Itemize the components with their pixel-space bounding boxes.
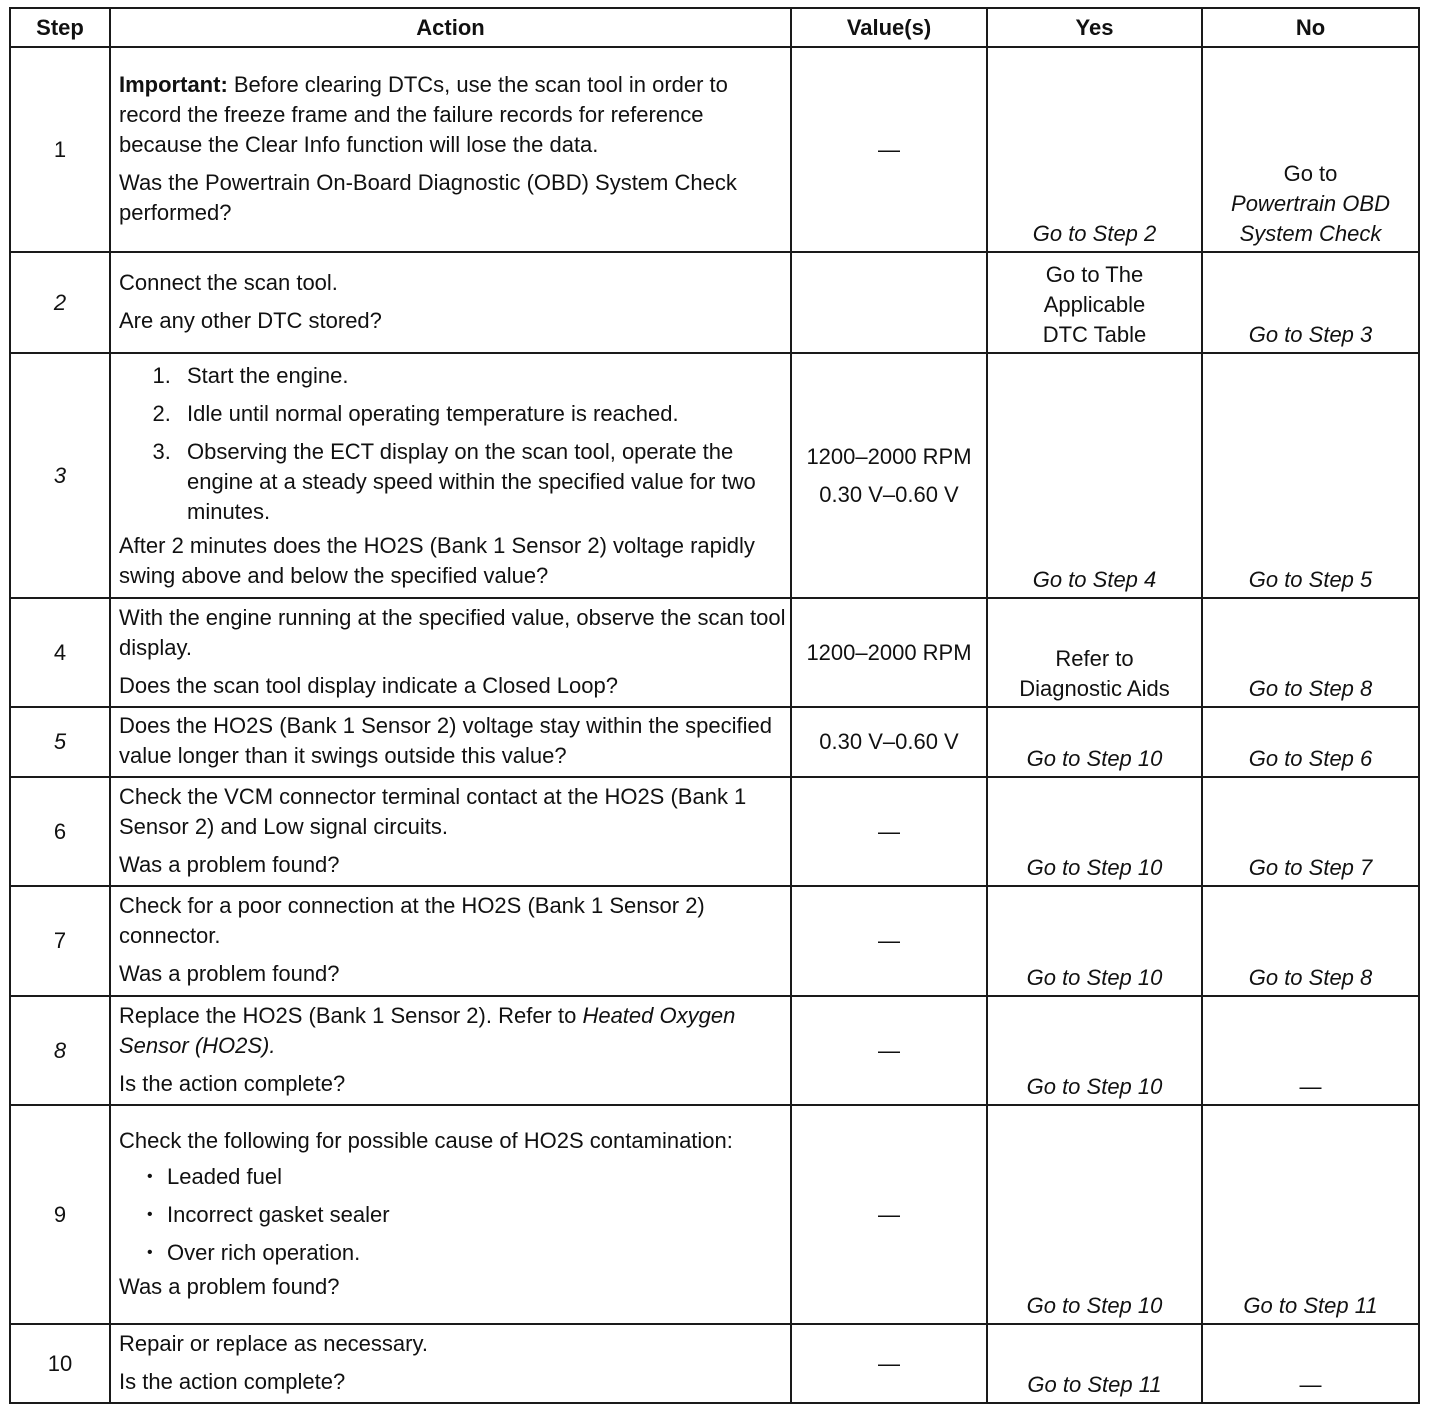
step-number: 1 (10, 47, 110, 252)
header-step: Step (10, 8, 110, 47)
no-cell: — (1202, 1324, 1419, 1403)
action-prefix: Replace the HO2S (Bank 1 Sensor 2). Refer to (119, 1002, 583, 1028)
question-text: Does the HO2S (Bank 1 Sensor 2) voltage stay within the specified value longer than it swings outside this value? (119, 713, 773, 768)
no-link[interactable]: Go to Step 5 (1248, 567, 1373, 592)
action-cell (110, 1324, 791, 1403)
value-cell: — (791, 996, 987, 1105)
step-number: 5 (10, 707, 110, 777)
list-item: 1. Start the engine. (177, 361, 786, 391)
question-text: Was a problem found? (119, 851, 340, 877)
question-text: Was a problem found? (119, 1273, 340, 1299)
action-cell (110, 598, 791, 707)
action-reference[interactable]: Heated Oxygen Sensor (HO2S). (119, 1002, 736, 1058)
yes-cell (987, 707, 1202, 777)
action-text: Check the following for possible cause of HO2S contamination: (119, 1127, 733, 1153)
no-cell: — (1202, 996, 1419, 1105)
list-item: • Incorrect gasket sealer (167, 1200, 786, 1230)
action-text (119, 1001, 786, 1061)
header-row (10, 8, 1419, 47)
yes-cell (987, 353, 1202, 598)
list-item: • Over rich operation. (167, 1238, 786, 1268)
yes-link[interactable]: Go to Step 10 (1026, 855, 1163, 880)
value-cell: — (791, 1105, 987, 1324)
yes-link[interactable]: Go to Step 10 (1026, 746, 1163, 771)
no-link[interactable]: Go to Step 11 (1243, 1293, 1378, 1318)
yes-link[interactable]: Go to Step 10 (1026, 965, 1163, 990)
important-label: Important: (119, 71, 228, 97)
action-text: Connect the scan tool. (119, 269, 338, 295)
table-row (10, 1105, 1419, 1324)
step-number: 10 (10, 1324, 110, 1403)
header-action: Action (110, 8, 791, 47)
value-cell: — (791, 886, 987, 996)
important-text: Before clearing DTCs, use the scan tool in order to record the freeze frame and the failure records for reference because the Clear Info function will lose the data. (119, 71, 728, 157)
no-cell (1202, 353, 1419, 598)
no-cell (1202, 707, 1419, 777)
no-cell (1202, 1105, 1419, 1324)
action-text: Check for a poor connection at the HO2S (Bank 1 Sensor 2) connector. (119, 893, 705, 948)
no-cell (1202, 886, 1419, 996)
yes-cell (987, 47, 1202, 252)
yes-link[interactable]: Refer to Diagnostic Aids (1019, 646, 1170, 701)
yes-link[interactable]: Go to The Applicable DTC Table (1042, 262, 1147, 347)
no-link[interactable]: Go to Step 8 (1248, 676, 1373, 701)
no-prefix: Go to (1283, 161, 1338, 186)
question-text: Was a problem found? (119, 961, 340, 986)
action-text: Check the VCM connector terminal contact at the HO2S (Bank 1 Sensor 2) and Low signal circuits. (119, 783, 747, 839)
question-text: Are any other DTC stored? (119, 307, 382, 333)
value-cell: 0.30 V–0.60 V (791, 707, 987, 777)
no-cell (1202, 47, 1419, 252)
question-text: After 2 minutes does the HO2S (Bank 1 Sensor 2) voltage rapidly swing above and below the specified value? (119, 532, 755, 588)
header-yes: Yes (987, 8, 1202, 47)
yes-link[interactable]: Go to Step 10 (1026, 1074, 1163, 1099)
list-item: 2. Idle until normal operating temperature is reached. (177, 399, 786, 429)
no-cell (1202, 598, 1419, 707)
important-note (119, 70, 786, 160)
list-item: 3. Observing the ECT display on the scan tool, operate the engine at a steady speed within the specified value for two minutes. (177, 437, 786, 527)
table-row (10, 1324, 1419, 1403)
value-voltage: 0.30 V–0.60 V (819, 481, 959, 507)
no-link[interactable]: Go to Step 7 (1248, 855, 1373, 880)
yes-cell (987, 252, 1202, 353)
no-link[interactable]: Go to Step 6 (1248, 746, 1373, 771)
no-link[interactable]: Go to Step 8 (1248, 965, 1373, 990)
action-cell (110, 777, 791, 886)
table-row (10, 707, 1419, 777)
step-number: 4 (10, 598, 110, 707)
table-row (10, 252, 1419, 353)
diagnostic-table (9, 7, 1420, 1404)
value-cell: — (791, 1324, 987, 1403)
numbered-list (149, 361, 786, 527)
yes-cell (987, 598, 1202, 707)
value-cell: — (791, 47, 987, 252)
question-text: Is the action complete? (119, 1070, 346, 1096)
step-number: 6 (10, 777, 110, 886)
header-values: Value(s) (791, 8, 987, 47)
question-text: Does the scan tool display indicate a Closed Loop? (119, 672, 618, 698)
table-row (10, 47, 1419, 252)
yes-cell (987, 1105, 1202, 1324)
action-cell (110, 996, 791, 1105)
step-number: 2 (10, 252, 110, 353)
action-text: Repair or replace as necessary. (119, 1330, 428, 1356)
yes-link[interactable]: Go to Step 2 (1032, 221, 1157, 246)
no-cell (1202, 252, 1419, 353)
yes-link[interactable]: Go to Step 10 (1026, 1293, 1163, 1318)
action-text: With the engine running at the specified value, observe the scan tool display. (119, 604, 786, 660)
yes-link[interactable]: Go to Step 4 (1032, 567, 1157, 592)
action-cell (110, 353, 791, 598)
action-cell (110, 252, 791, 353)
step-number: 9 (10, 1105, 110, 1324)
no-cell (1202, 777, 1419, 886)
value-cell (791, 252, 987, 353)
yes-cell (987, 777, 1202, 886)
table-row (10, 598, 1419, 707)
yes-cell (987, 886, 1202, 996)
value-rpm: 1200–2000 RPM (806, 443, 972, 469)
bullet-list (149, 1162, 786, 1268)
value-cell: — (791, 777, 987, 886)
yes-cell (987, 1324, 1202, 1403)
list-item: • Leaded fuel (167, 1162, 786, 1192)
yes-cell (987, 996, 1202, 1105)
action-cell (110, 886, 791, 996)
action-cell (110, 707, 791, 777)
action-cell (110, 1105, 791, 1324)
table-row (10, 353, 1419, 598)
no-link[interactable]: Powertrain OBD System Check (1231, 191, 1390, 246)
step-number: 7 (10, 886, 110, 996)
table-row (10, 777, 1419, 886)
value-cell (791, 353, 987, 598)
step-number: 3 (10, 353, 110, 598)
yes-link[interactable]: Go to Step 11 (1027, 1372, 1162, 1397)
action-cell (110, 47, 791, 252)
table-row (10, 886, 1419, 996)
header-no: No (1202, 8, 1419, 47)
value-cell: 1200–2000 RPM (791, 598, 987, 707)
question-text: Is the action complete? (119, 1368, 346, 1394)
no-link[interactable]: Go to Step 3 (1248, 322, 1373, 347)
step-number: 8 (10, 996, 110, 1105)
question-text: Was the Powertrain On-Board Diagnostic (OBD) System Check performed? (119, 169, 737, 225)
table-row (10, 996, 1419, 1105)
